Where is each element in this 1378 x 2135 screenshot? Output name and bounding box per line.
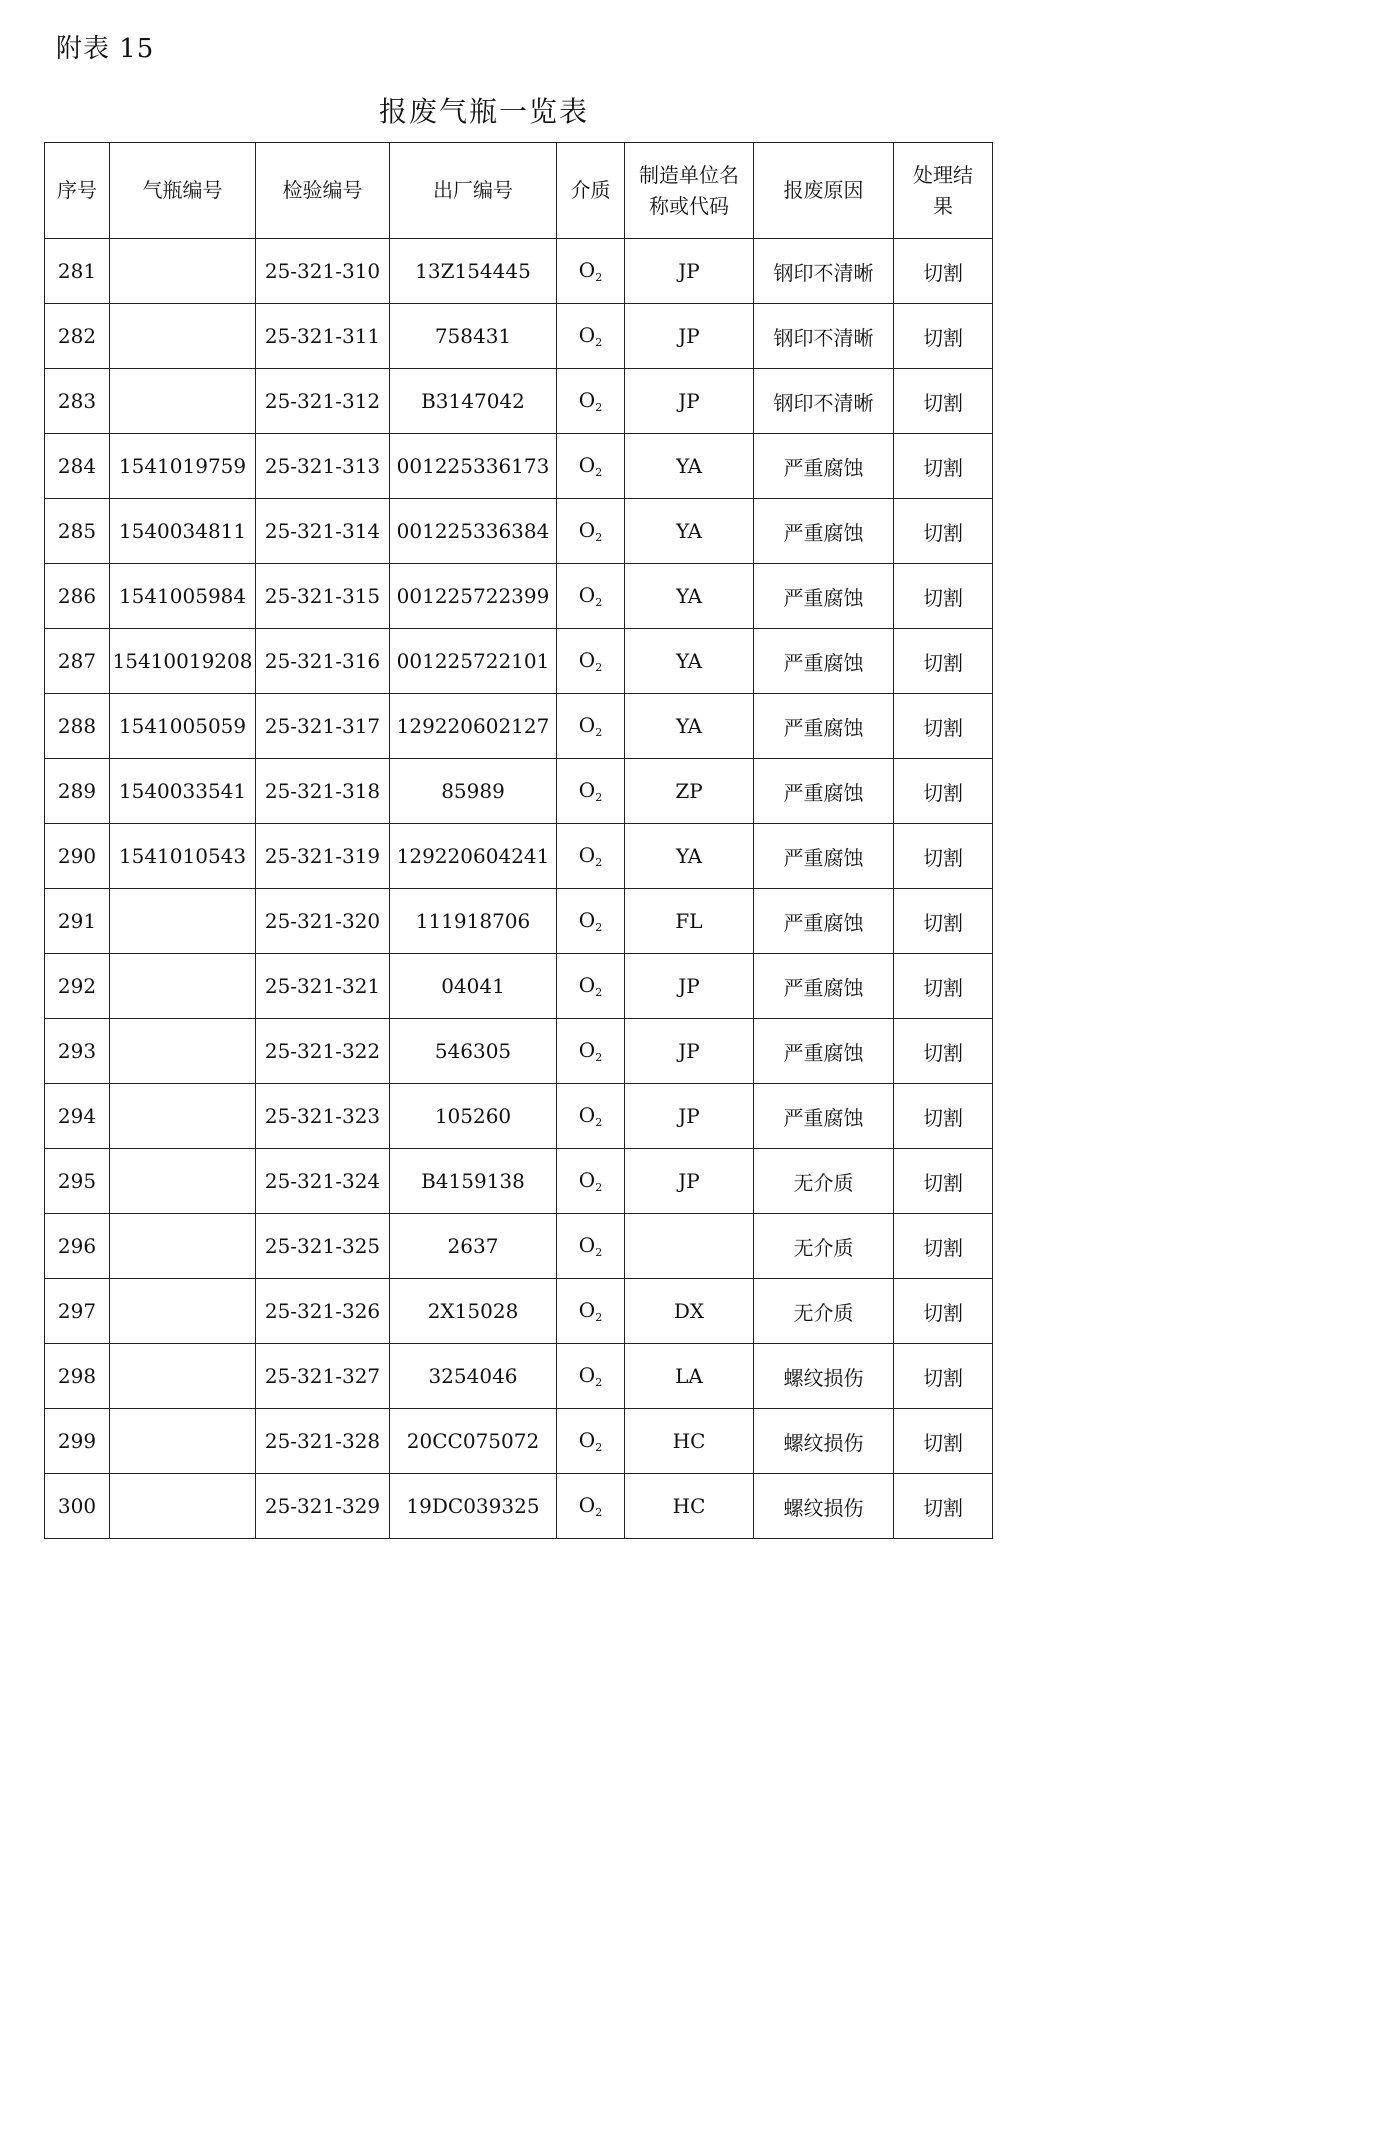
table-row — [45, 239, 993, 304]
cell-result: 切割 — [894, 1279, 993, 1344]
cell-factory-no: B3147042 — [390, 369, 557, 434]
cell-inspection-no: 25-321-323 — [256, 1084, 390, 1149]
medium-subscript: 2 — [595, 1506, 603, 1519]
medium-symbol: O — [578, 778, 596, 802]
medium-subscript: 2 — [595, 401, 603, 414]
cell-cylinder-no: 1540034811 — [110, 499, 256, 564]
cell-maker: JP — [625, 954, 754, 1019]
medium-subscript: 2 — [595, 1376, 603, 1389]
cell-reason: 严重腐蚀 — [754, 1019, 894, 1084]
cell-reason: 无介质 — [754, 1214, 894, 1279]
cell-maker: JP — [625, 304, 754, 369]
cell-result: 切割 — [894, 1474, 993, 1539]
cell-reason: 严重腐蚀 — [754, 434, 894, 499]
cell-medium — [557, 1344, 625, 1409]
medium-symbol: O — [578, 973, 596, 997]
cell-maker: LA — [625, 1344, 754, 1409]
cell-cylinder-no — [110, 1214, 256, 1279]
cell-reason: 螺纹损伤 — [754, 1474, 894, 1539]
cell-factory-no: 85989 — [390, 759, 557, 824]
medium-subscript: 2 — [595, 986, 603, 999]
cell-seq: 298 — [45, 1344, 110, 1409]
cell-factory-no: 105260 — [390, 1084, 557, 1149]
cell-seq: 293 — [45, 1019, 110, 1084]
medium-symbol: O — [578, 1363, 596, 1387]
cell-maker: JP — [625, 239, 754, 304]
cell-reason: 严重腐蚀 — [754, 694, 894, 759]
cell-seq: 288 — [45, 694, 110, 759]
cell-result: 切割 — [894, 434, 993, 499]
cell-reason: 严重腐蚀 — [754, 954, 894, 1019]
cell-cylinder-no: 1540033541 — [110, 759, 256, 824]
cell-maker: YA — [625, 564, 754, 629]
table-row — [45, 1344, 993, 1409]
cell-maker: JP — [625, 1084, 754, 1149]
cell-factory-no: 001225336173 — [390, 434, 557, 499]
medium-subscript: 2 — [595, 466, 603, 479]
medium-subscript: 2 — [595, 791, 603, 804]
cell-maker: YA — [625, 434, 754, 499]
table-row — [45, 694, 993, 759]
cell-maker: JP — [625, 1149, 754, 1214]
cell-result: 切割 — [894, 954, 993, 1019]
medium-subscript: 2 — [595, 1116, 603, 1129]
cell-cylinder-no — [110, 304, 256, 369]
cell-factory-no: 546305 — [390, 1019, 557, 1084]
medium-subscript: 2 — [595, 531, 603, 544]
cell-cylinder-no — [110, 1279, 256, 1344]
table-row — [45, 1409, 993, 1474]
cell-inspection-no: 25-321-313 — [256, 434, 390, 499]
medium-symbol: O — [578, 1298, 596, 1322]
cell-cylinder-no: 1541005984 — [110, 564, 256, 629]
header-seq: 序号 — [45, 143, 110, 239]
cell-seq: 285 — [45, 499, 110, 564]
cell-reason: 严重腐蚀 — [754, 629, 894, 694]
cell-seq: 292 — [45, 954, 110, 1019]
cell-reason: 钢印不清晰 — [754, 239, 894, 304]
cell-inspection-no: 25-321-316 — [256, 629, 390, 694]
cell-medium — [557, 1474, 625, 1539]
cell-inspection-no: 25-321-322 — [256, 1019, 390, 1084]
table-body — [45, 239, 993, 1539]
cell-cylinder-no — [110, 1084, 256, 1149]
medium-subscript: 2 — [595, 726, 603, 739]
cell-medium — [557, 824, 625, 889]
cell-medium — [557, 1019, 625, 1084]
cell-reason: 钢印不清晰 — [754, 369, 894, 434]
table-row — [45, 889, 993, 954]
cell-result: 切割 — [894, 1084, 993, 1149]
medium-symbol: O — [578, 648, 596, 672]
cell-result: 切割 — [894, 629, 993, 694]
cell-medium — [557, 1214, 625, 1279]
header-maker: 制造单位名称或代码 — [625, 143, 754, 239]
cell-maker: FL — [625, 889, 754, 954]
cell-medium — [557, 1149, 625, 1214]
cell-factory-no: 111918706 — [390, 889, 557, 954]
table-row — [45, 954, 993, 1019]
cell-cylinder-no: 1541010543 — [110, 824, 256, 889]
medium-subscript: 2 — [595, 1051, 603, 1064]
cell-medium — [557, 499, 625, 564]
cell-reason: 无介质 — [754, 1149, 894, 1214]
appendix-label: 附表 15 — [56, 34, 155, 64]
cell-cylinder-no — [110, 1409, 256, 1474]
cell-factory-no: 20CC075072 — [390, 1409, 557, 1474]
table-row — [45, 1084, 993, 1149]
cell-factory-no: 129220604241 — [390, 824, 557, 889]
cell-inspection-no: 25-321-321 — [256, 954, 390, 1019]
document-title — [0, 90, 1024, 130]
cell-reason: 严重腐蚀 — [754, 889, 894, 954]
cell-factory-no: 001225336384 — [390, 499, 557, 564]
cell-seq: 296 — [45, 1214, 110, 1279]
cell-cylinder-no — [110, 1019, 256, 1084]
header-cylinder-no: 气瓶编号 — [110, 143, 256, 239]
cell-seq: 291 — [45, 889, 110, 954]
cell-maker: YA — [625, 694, 754, 759]
cell-factory-no: B4159138 — [390, 1149, 557, 1214]
cell-cylinder-no: 1541019759 — [110, 434, 256, 499]
cell-cylinder-no: 15410019208 — [110, 629, 256, 694]
cell-maker: HC — [625, 1409, 754, 1474]
medium-symbol: O — [578, 1038, 596, 1062]
header-inspection-no: 检验编号 — [256, 143, 390, 239]
medium-subscript: 2 — [595, 856, 603, 869]
cell-seq: 282 — [45, 304, 110, 369]
cell-inspection-no: 25-321-329 — [256, 1474, 390, 1539]
cell-factory-no: 001225722399 — [390, 564, 557, 629]
cell-inspection-no: 25-321-314 — [256, 499, 390, 564]
table-row — [45, 304, 993, 369]
cell-reason: 螺纹损伤 — [754, 1344, 894, 1409]
cell-factory-no: 2637 — [390, 1214, 557, 1279]
medium-subscript: 2 — [595, 336, 603, 349]
cell-maker: YA — [625, 499, 754, 564]
cell-seq: 289 — [45, 759, 110, 824]
medium-symbol: O — [578, 843, 596, 867]
header-result: 处理结果 — [894, 143, 993, 239]
table-row — [45, 499, 993, 564]
cell-cylinder-no — [110, 1149, 256, 1214]
cell-medium — [557, 304, 625, 369]
medium-symbol: O — [578, 1428, 596, 1452]
cell-seq: 281 — [45, 239, 110, 304]
cell-reason: 无介质 — [754, 1279, 894, 1344]
cell-inspection-no: 25-321-310 — [256, 239, 390, 304]
table-row — [45, 434, 993, 499]
cell-reason: 严重腐蚀 — [754, 824, 894, 889]
cell-factory-no: 04041 — [390, 954, 557, 1019]
cell-seq: 294 — [45, 1084, 110, 1149]
medium-symbol: O — [578, 1233, 596, 1257]
cell-result: 切割 — [894, 369, 993, 434]
medium-symbol: O — [578, 583, 596, 607]
medium-subscript: 2 — [595, 1441, 603, 1454]
document-title-text: 报废气瓶一览表 — [378, 95, 589, 128]
cell-medium — [557, 239, 625, 304]
cell-reason: 严重腐蚀 — [754, 499, 894, 564]
cell-seq: 299 — [45, 1409, 110, 1474]
cell-seq: 290 — [45, 824, 110, 889]
cell-factory-no: 2X15028 — [390, 1279, 557, 1344]
cell-inspection-no: 25-321-311 — [256, 304, 390, 369]
medium-symbol: O — [578, 908, 596, 932]
cell-cylinder-no — [110, 1474, 256, 1539]
cell-cylinder-no: 1541005059 — [110, 694, 256, 759]
cell-inspection-no: 25-321-320 — [256, 889, 390, 954]
cell-seq: 287 — [45, 629, 110, 694]
medium-subscript: 2 — [595, 596, 603, 609]
table-row — [45, 1214, 993, 1279]
cell-maker: JP — [625, 1019, 754, 1084]
table-header-row — [45, 143, 993, 239]
cell-result: 切割 — [894, 1344, 993, 1409]
medium-subscript: 2 — [595, 1311, 603, 1324]
cell-result: 切割 — [894, 564, 993, 629]
cell-result: 切割 — [894, 499, 993, 564]
header-reason: 报废原因 — [754, 143, 894, 239]
cell-inspection-no: 25-321-325 — [256, 1214, 390, 1279]
medium-symbol: O — [578, 258, 596, 282]
cell-inspection-no: 25-321-328 — [256, 1409, 390, 1474]
table-row — [45, 564, 993, 629]
cell-result: 切割 — [894, 889, 993, 954]
cell-cylinder-no — [110, 1344, 256, 1409]
cell-inspection-no: 25-321-312 — [256, 369, 390, 434]
cell-cylinder-no — [110, 889, 256, 954]
medium-subscript: 2 — [595, 271, 603, 284]
cell-result: 切割 — [894, 1149, 993, 1214]
cell-factory-no: 19DC039325 — [390, 1474, 557, 1539]
header-factory-no: 出厂编号 — [390, 143, 557, 239]
cell-inspection-no: 25-321-317 — [256, 694, 390, 759]
table-row — [45, 1474, 993, 1539]
cell-medium — [557, 629, 625, 694]
cell-result: 切割 — [894, 759, 993, 824]
cell-factory-no: 758431 — [390, 304, 557, 369]
cell-result: 切割 — [894, 1214, 993, 1279]
cell-result: 切割 — [894, 239, 993, 304]
cell-factory-no: 3254046 — [390, 1344, 557, 1409]
medium-subscript: 2 — [595, 921, 603, 934]
cell-medium — [557, 694, 625, 759]
cell-cylinder-no — [110, 369, 256, 434]
cell-inspection-no: 25-321-326 — [256, 1279, 390, 1344]
cell-medium — [557, 954, 625, 1019]
cell-result: 切割 — [894, 1019, 993, 1084]
header-medium: 介质 — [557, 143, 625, 239]
medium-symbol: O — [578, 1103, 596, 1127]
cell-inspection-no: 25-321-327 — [256, 1344, 390, 1409]
cell-medium — [557, 889, 625, 954]
medium-symbol: O — [578, 323, 596, 347]
cell-reason: 螺纹损伤 — [754, 1409, 894, 1474]
medium-symbol: O — [578, 1493, 596, 1517]
cell-seq: 286 — [45, 564, 110, 629]
table-row — [45, 1279, 993, 1344]
cell-medium — [557, 1084, 625, 1149]
cell-result: 切割 — [894, 1409, 993, 1474]
medium-subscript: 2 — [595, 1246, 603, 1259]
cell-reason: 严重腐蚀 — [754, 564, 894, 629]
cell-maker: YA — [625, 824, 754, 889]
cell-inspection-no: 25-321-315 — [256, 564, 390, 629]
cell-cylinder-no — [110, 954, 256, 1019]
medium-symbol: O — [578, 518, 596, 542]
cell-medium — [557, 1279, 625, 1344]
table-row — [45, 759, 993, 824]
cell-result: 切割 — [894, 694, 993, 759]
medium-symbol: O — [578, 453, 596, 477]
cell-seq: 284 — [45, 434, 110, 499]
cell-factory-no: 13Z154445 — [390, 239, 557, 304]
cell-seq: 295 — [45, 1149, 110, 1214]
table-row — [45, 1149, 993, 1214]
cell-inspection-no: 25-321-318 — [256, 759, 390, 824]
cell-medium — [557, 1409, 625, 1474]
cell-seq: 300 — [45, 1474, 110, 1539]
cell-medium — [557, 369, 625, 434]
cell-inspection-no: 25-321-324 — [256, 1149, 390, 1214]
table-row — [45, 369, 993, 434]
cell-reason: 严重腐蚀 — [754, 1084, 894, 1149]
medium-subscript: 2 — [595, 661, 603, 674]
cell-cylinder-no — [110, 239, 256, 304]
cell-seq: 283 — [45, 369, 110, 434]
cell-medium — [557, 759, 625, 824]
cell-result: 切割 — [894, 824, 993, 889]
cell-inspection-no: 25-321-319 — [256, 824, 390, 889]
medium-symbol: O — [578, 1168, 596, 1192]
cell-result: 切割 — [894, 304, 993, 369]
medium-symbol: O — [578, 388, 596, 412]
cell-maker: ZP — [625, 759, 754, 824]
scrapped-cylinder-table — [44, 142, 993, 1539]
cell-medium — [557, 434, 625, 499]
cell-maker: DX — [625, 1279, 754, 1344]
cell-maker: YA — [625, 629, 754, 694]
table-row — [45, 629, 993, 694]
table-row — [45, 824, 993, 889]
cell-seq: 297 — [45, 1279, 110, 1344]
cell-reason: 严重腐蚀 — [754, 759, 894, 824]
cell-factory-no: 129220602127 — [390, 694, 557, 759]
cell-maker: JP — [625, 369, 754, 434]
cell-factory-no: 001225722101 — [390, 629, 557, 694]
cell-maker: HC — [625, 1474, 754, 1539]
cell-medium — [557, 564, 625, 629]
cell-reason: 钢印不清晰 — [754, 304, 894, 369]
medium-symbol: O — [578, 713, 596, 737]
cell-maker — [625, 1214, 754, 1279]
table-row — [45, 1019, 993, 1084]
medium-subscript: 2 — [595, 1181, 603, 1194]
